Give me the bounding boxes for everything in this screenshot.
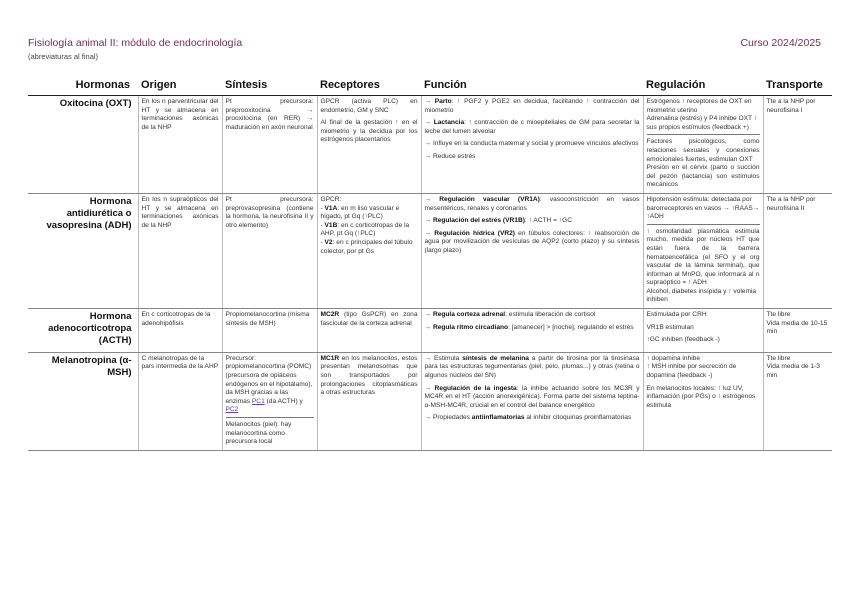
sintesis-cell: Propiomelanocortina (misma síntesis de MSH) <box>222 309 317 353</box>
col-header-regulacion: Regulación <box>643 76 763 96</box>
origen-cell: En los n supraópticos del HT y se almacena en terminaciones axónicas de la NHP <box>138 193 222 308</box>
table-row-acth <box>28 309 832 353</box>
col-header-transporte: Transporte <box>763 76 832 96</box>
col-header-receptores: Receptores <box>317 76 421 96</box>
regulacion-cell: Estimulada por CRH VR1B estimulan ↑GC inhiben (feedback -) <box>643 309 763 353</box>
origen-cell: En los n parventricular del HT y se almacena en terminaciones axónicas de la NHP <box>138 96 222 194</box>
sintesis-cell: Pt precursora: preprovasopresina (contiene la hormona, la neurofisina II y otro elemento) <box>222 193 317 308</box>
regulacion-cell: ↑ dopamina inhibe ↑ MSH inhibe por secreción de dopamina (feedback -) En melanocitos locales: ↑ luz UV, inflamación (por PGs) o ↑ estrógenos estimula <box>643 352 763 450</box>
hormone-name: Melanotropina (α-MSH) <box>28 352 138 450</box>
receptores-cell: GPCR: - V1A: en m liso vascular e hígado, pt Gq (↑PLC) - V1B: en c corticotropas de la AHP, pt Gq (↑PLC) - V2: en c principales del túbulo colector, por pt Gs <box>317 193 421 308</box>
origen-cell: En c corticotropas de la adenohipófisis <box>138 309 222 353</box>
funcion-cell: → Parto: ↑ PGF2 y PGE2 en decidua, facilitando ↑ contracción del miometrio → Lactancia: ↑ contracción de c mioepiteliales de GM para secretar la leche del lumen alveolar → Influye en la conducta maternal y social y promueve vínculos afectivos → Reduce estrés <box>421 96 643 194</box>
col-header-sintesis: Síntesis <box>222 76 317 96</box>
transporte-cell: Tte a la NHP por neurofisina II <box>763 193 832 308</box>
hormone-name: Hormona adenocorticotropa (ACTH) <box>28 309 138 353</box>
course-year: Curso 2024/2025 <box>740 37 821 49</box>
funcion-cell: → Regulación vascular (VR1A): vasoconstricción en vasos mesentéricos, renales y coronarios → Regulación del estrés (VR1B): ↑ ACTH = ↑GC → Regulación hídrica (VR2) en túbulos colectores: ↑ reabsorción de agua por movilización de vesículas de AQP2 (corto plazo) y su síntesis (largo plazo) <box>421 193 643 308</box>
enzyme-pc2-link[interactable]: PC2 <box>225 406 239 414</box>
receptores-cell: MC1R en los melanocitos, estos presentan melanosomas que son transportados por prolongaciones citoplasmáticas a otras estructuras <box>317 352 421 450</box>
table-row-adh <box>28 193 832 308</box>
regulacion-cell: Estrógenos ↑ receptores de OXT en miometrio uterino Adrenalina (estrés) y P4 inhibe OXT ↑ sus propios estímulos (feedback +) Factores psicológicos, como relaciones sexuales y conexiones emocionales fuertes, estimulan OXT Presión en el cérvix (parto o succión del pezón (lactancia) son estímulos mecánicos <box>643 96 763 194</box>
table-header-row <box>28 76 832 96</box>
table-row-msh <box>28 352 832 450</box>
transporte-cell: Tte libre Vida media de 10-15 min <box>763 309 832 353</box>
sintesis-cell: Precursor: propiomelanocortina (POMC) (precursora de opiáceos endógenos en el hipotálamo), da MSH gracias a las enzimas PC1 (da ACTH) y PC2 Melanocitos (piel): hay melanocortina como precursora local <box>222 352 317 450</box>
col-header-funcion: Función <box>421 76 643 96</box>
table-row-oxt <box>28 96 832 194</box>
page-title: Fisiología animal II: módulo de endocrinología <box>28 37 243 49</box>
col-header-origen: Origen <box>138 76 222 96</box>
hormone-name: Hormona antidiurética o vasopresina (ADH) <box>28 193 138 308</box>
enzyme-pc1-link[interactable]: PC1 <box>251 397 265 405</box>
sintesis-cell: Pt precursora: preprooxitocina → prooxitocina (en RER) → maduración en axón neuronal <box>222 96 317 194</box>
transporte-cell: Tte a la NHP por neurofisina I <box>763 96 832 194</box>
regulacion-cell: Hipotensión estimula: detectada por barorreceptores en vasos → ↑RAAS→ ↑ADH ↑ osmolaridad plasmática estimula mucho, medida por núcleos HT que están fuera de la barrera hematoencefálica (el SFO y el org vascular de la lámina terminal), que informan al MnPO, que informará al n supraóptico = ↑ ADH Alcohol, diabetes insípida y ↑ volemia inhiben <box>643 193 763 308</box>
hormone-name: Oxitocina (OXT) <box>28 96 138 194</box>
origen-cell: C melanotropas de la pars intermedia de la AHP <box>138 352 222 450</box>
receptores-cell: MC2R (tipo GsPCR) en zona fascicular de la corteza adrenal <box>317 309 421 353</box>
funcion-cell: → Regula corteza adrenal: estimula liberación de cortisol → Regula ritmo circadiano: [amanecer] > [noche], regulando el estrés <box>421 309 643 353</box>
receptores-cell: GPCR (activa PLC) en endometrio, GM y SNC Al final de la gestación ↑ en el miometrio y la decidua por los estrógenos placentarios <box>317 96 421 194</box>
hormone-table <box>28 76 832 451</box>
transporte-cell: Tte libre Vida media de 1-3 min <box>763 352 832 450</box>
col-header-hormonas: Hormonas <box>28 76 138 96</box>
funcion-cell: → Estimula síntesis de melanina a partir de tirosina por la tirosinasa para las estructuras tegumentarias (piel, pelo, plumas...) y otras (retina o algunos núcleos del SN) → Regulación de la ingesta: la inhibe actuando sobre los MC3R y MC4R en el HT (acción anorexigénica). Forma parte del sistema leptina-α-MSH-MC4R, crucial en el control del balance energético → Propiedades antiinflamatorias al inhibir citoquinas proinflamatorias <box>421 352 643 450</box>
page-subtitle: (abreviaturas al final) <box>28 52 99 61</box>
